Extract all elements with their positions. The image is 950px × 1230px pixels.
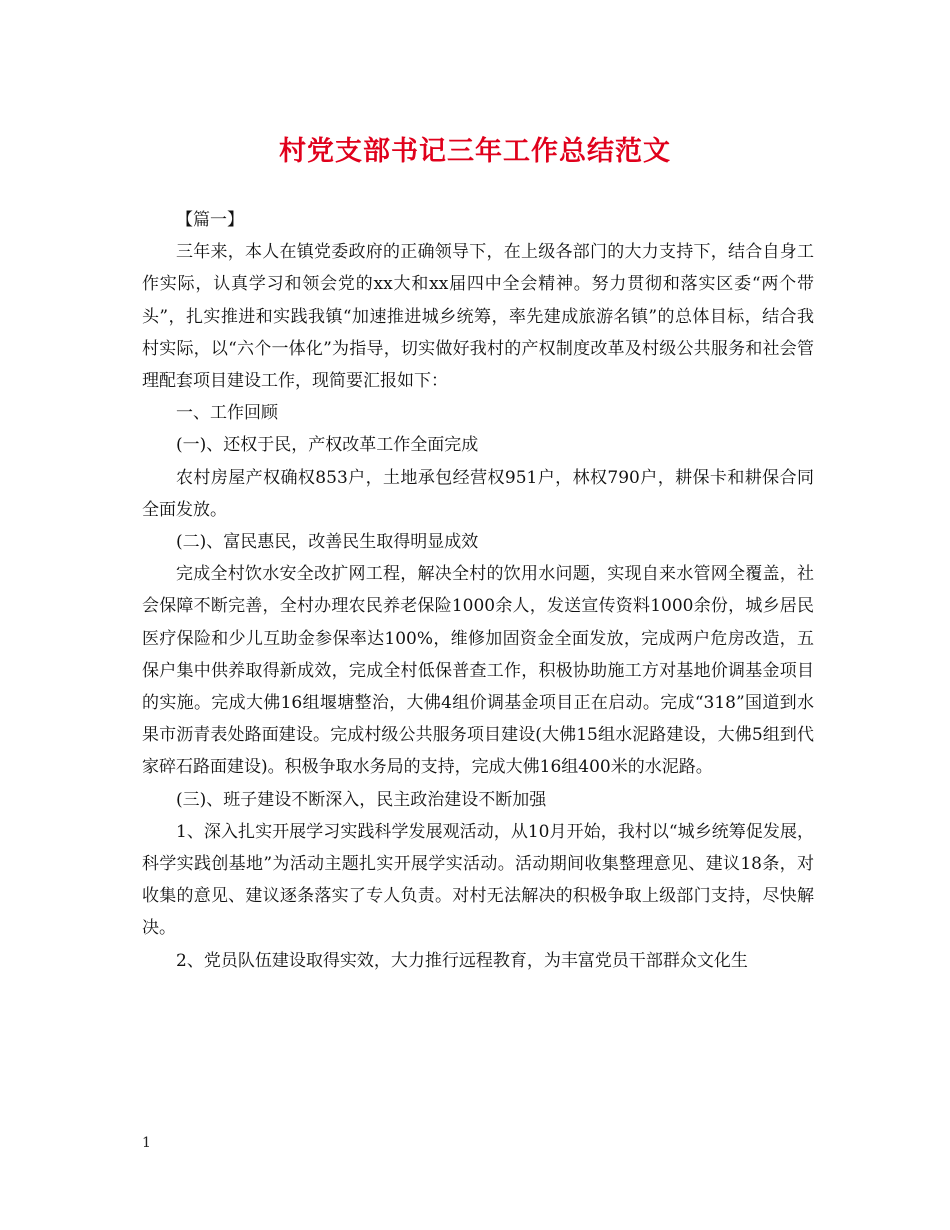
paragraph-livelihood: 完成全村饮水安全改扩网工程，解决全村的饮用水问题，实现自来水管网全覆盖，社会保障不断完善，全村办理农民养老保险1000余人，发送宣传资料1000余份，城乡居民医疗保险和少儿互助金参保率达100%，维修加固资金全面发放，完成两户危房改造，五保户集中供养取得新成效，完成全村低保普查工作，积极协助施工方对基地价调基金项目的实施。完成大佛16组堰塘整治，大佛4组价调基金项目正在启动。完成“318”国道到水果市沥青表处路面建设。完成村级公共服务项目建设(大佛15组水泥路建设，大佛5组到代家碎石路面建设)。积极争取水务局的支持，完成大佛16组400米的水泥路。 [142, 564, 814, 778]
section-heading-work-review: 一、工作回顾 [176, 403, 278, 424]
section-heading-part-one: 【篇一】 [176, 210, 244, 230]
paragraph-property-reform: 农村房屋产权确权853户，土地承包经营权951户，林权790户，耕保卡和耕保合同全面发放。 [142, 467, 814, 520]
document-title: 村党支部书记三年工作总结范文 [279, 136, 671, 167]
paragraph-study-activity: 1、深入扎实开展学习实践科学发展观活动，从10月开始，我村以“城乡统筹促发展，科学实践创基地”为活动主题扎实开展学实活动。活动期间收集整理意见、建议18条，对收集的意见、建议逐条落实了专人负责。对村无法解决的积极争取上级部门支持，尽快解决。 [142, 821, 814, 939]
subheading-property-reform: (一)、还权于民，产权改革工作全面完成 [176, 435, 479, 456]
paragraph-intro: 三年来，本人在镇党委政府的正确领导下，在上级各部门的大力支持下，结合自身工作实际，认真学习和领会党的xx大和xx届四中全会精神。努力贯彻和落实区委“两个带头”，扎实推进和实践我镇“加速推进城乡统筹，率先建成旅游名镇”的总体目标，结合我村实际，以“六个一体化”为指导，切实做好我村的产权制度改革及村级公共服务和社会管理配套项目建设工作，现简要汇报如下： [142, 242, 814, 392]
document-body [142, 204, 814, 977]
subheading-livelihood: (二)、富民惠民，改善民生取得明显成效 [176, 532, 479, 553]
subheading-team-building: (三)、班子建设不断深入，民主政治建设不断加强 [176, 789, 547, 810]
paragraph-party-members: 2、党员队伍建设取得实效，大力推行远程教育，为丰富党员干部群众文化生 [176, 950, 748, 971]
page-number: 1 [142, 1135, 151, 1151]
